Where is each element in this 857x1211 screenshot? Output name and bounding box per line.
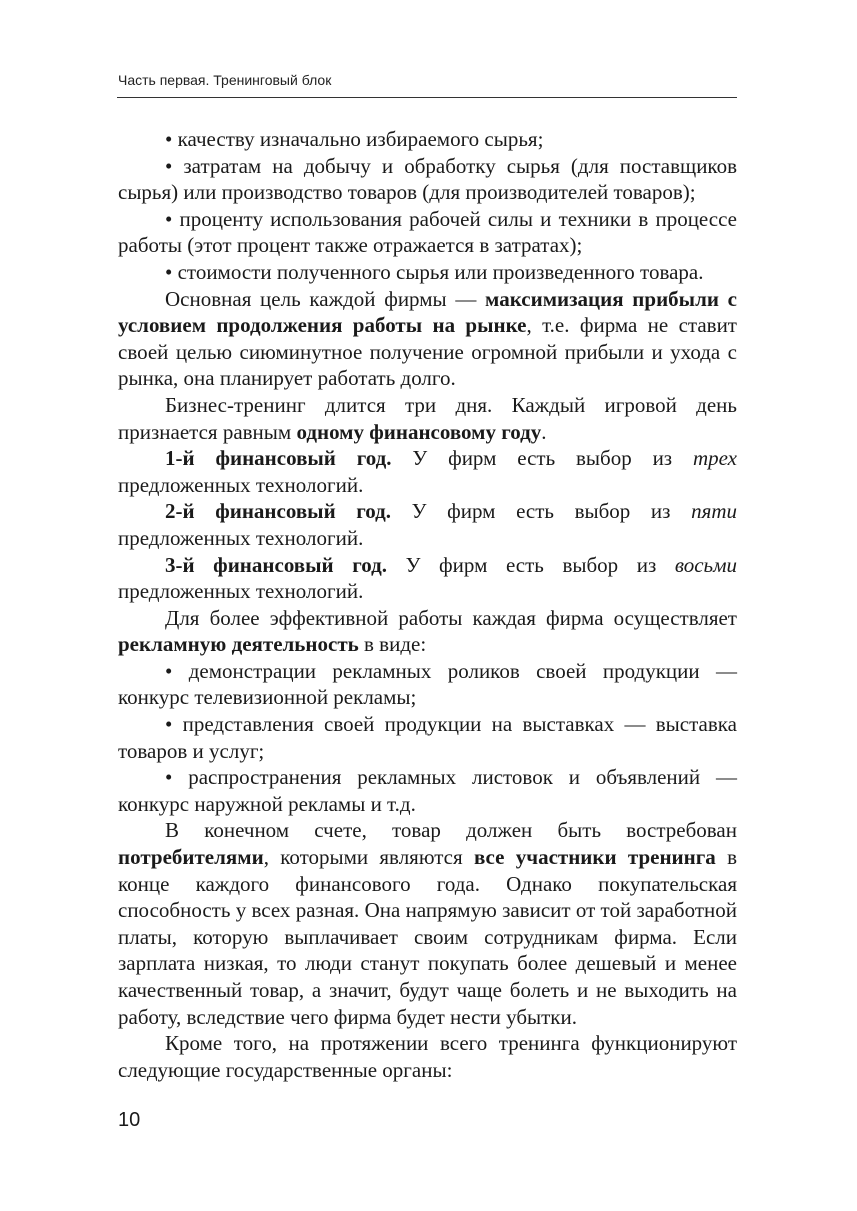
year-3-heading: 3-й финансовый год. xyxy=(165,552,388,577)
year-1-heading: 1-й финансовый год. xyxy=(165,446,392,471)
header-rule xyxy=(117,97,737,98)
paragraph-consumers xyxy=(118,817,737,1030)
year-3-text-a: У фирм есть выбор из xyxy=(387,552,675,577)
consumers-text-e: в конце каждого финансового года. Однако покупательская способность у всех разная. Она напрямую зависит от той заработной платы, которую выплачивает своим сотрудникам фирма. Если зарплата низкая, то люди станут покупать более дешевый и менее качественный товар, а значит, будут чаще болеть и не выходить на работу, вследствие чего фирма будет нести убытки. xyxy=(118,845,737,1029)
bullet-exhibitions: • представления своей продукции на выставках — выставка товаров и услуг; xyxy=(118,712,737,763)
running-title: Часть первая. Тренинговый блок xyxy=(118,72,332,88)
participants-emphasis: все участники тренинга xyxy=(473,845,716,870)
paragraph-year-3 xyxy=(118,552,737,605)
year-2-heading: 2-й финансовый год. xyxy=(165,499,392,524)
duration-emphasis: одному финансовому году xyxy=(296,419,542,444)
advertising-text-a: Для более эффективной работы каждая фирма осуществляет xyxy=(165,605,737,630)
year-2-count: пяти xyxy=(691,499,737,524)
paragraph-main-goal xyxy=(118,286,737,392)
consumers-text-c: , которыми являются xyxy=(263,845,474,870)
bullet-raw-quality: • качеству изначально избираемого сырья; xyxy=(165,127,544,151)
bullet-outdoor-ads: • распространения рекламных листовок и объявлений — конкурс наружной рекламы и т.д. xyxy=(118,765,737,816)
year-3-text-c: предложенных технологий. xyxy=(118,579,364,604)
year-1-text-a: У фирм есть выбор из xyxy=(391,446,693,471)
paragraph-year-1 xyxy=(118,445,737,498)
bullet-labor-usage: • проценту использования рабочей силы и техники в процессе работы (этот процент также отражается в затратах); xyxy=(118,206,737,258)
main-goal-emphasis: максимизация прибыли с условием продолжения работы на рынке xyxy=(118,286,737,338)
year-1-count: трех xyxy=(692,446,737,471)
page-number: 10 xyxy=(118,1109,141,1131)
year-2-text-c: предложенных технологий. xyxy=(118,525,364,550)
consumers-emphasis: потребителями xyxy=(118,845,264,870)
bullet-costs: • затратам на добычу и обработку сырья (для поставщиков сырья) или производство товаров (для производителей товаров); xyxy=(118,153,737,205)
year-3-count: восьми xyxy=(674,552,737,577)
advertising-emphasis: рекламную деятельность xyxy=(118,632,359,657)
bullet-tv-ads: • демонстрации рекламных роликов своей продукции — конкурс телевизионной рекламы; xyxy=(118,658,737,710)
advertising-text-c: в виде: xyxy=(358,632,427,657)
year-2-text-a: У фирм есть выбор из xyxy=(391,499,692,524)
paragraph-year-2 xyxy=(118,498,737,551)
year-1-text-c: предложенных технологий. xyxy=(118,472,364,497)
paragraph-advertising xyxy=(118,605,737,658)
consumers-text-a: В конечном счете, товар должен быть востребован xyxy=(165,818,737,843)
duration-text-c: . xyxy=(541,419,547,444)
paragraph-duration xyxy=(118,392,737,445)
duration-text-a: Бизнес-тренинг длится три дня. Каждый игровой день признается равным xyxy=(118,392,737,444)
main-goal-text-a: Основная цель каждой фирмы — xyxy=(165,286,486,311)
main-goal-text-c: , т.е. фирма не ставит своей целью сиюминутное получение огромной прибыли и ухода с рынка, она планирует работать долго. xyxy=(118,313,737,391)
bullet-product-cost: • стоимости полученного сырья или произведенного товара. xyxy=(165,259,704,284)
page-body xyxy=(118,126,737,1083)
paragraph-government-bodies: Кроме того, на протяжении всего тренинга функционируют следующие государственные органы: xyxy=(118,1031,737,1082)
